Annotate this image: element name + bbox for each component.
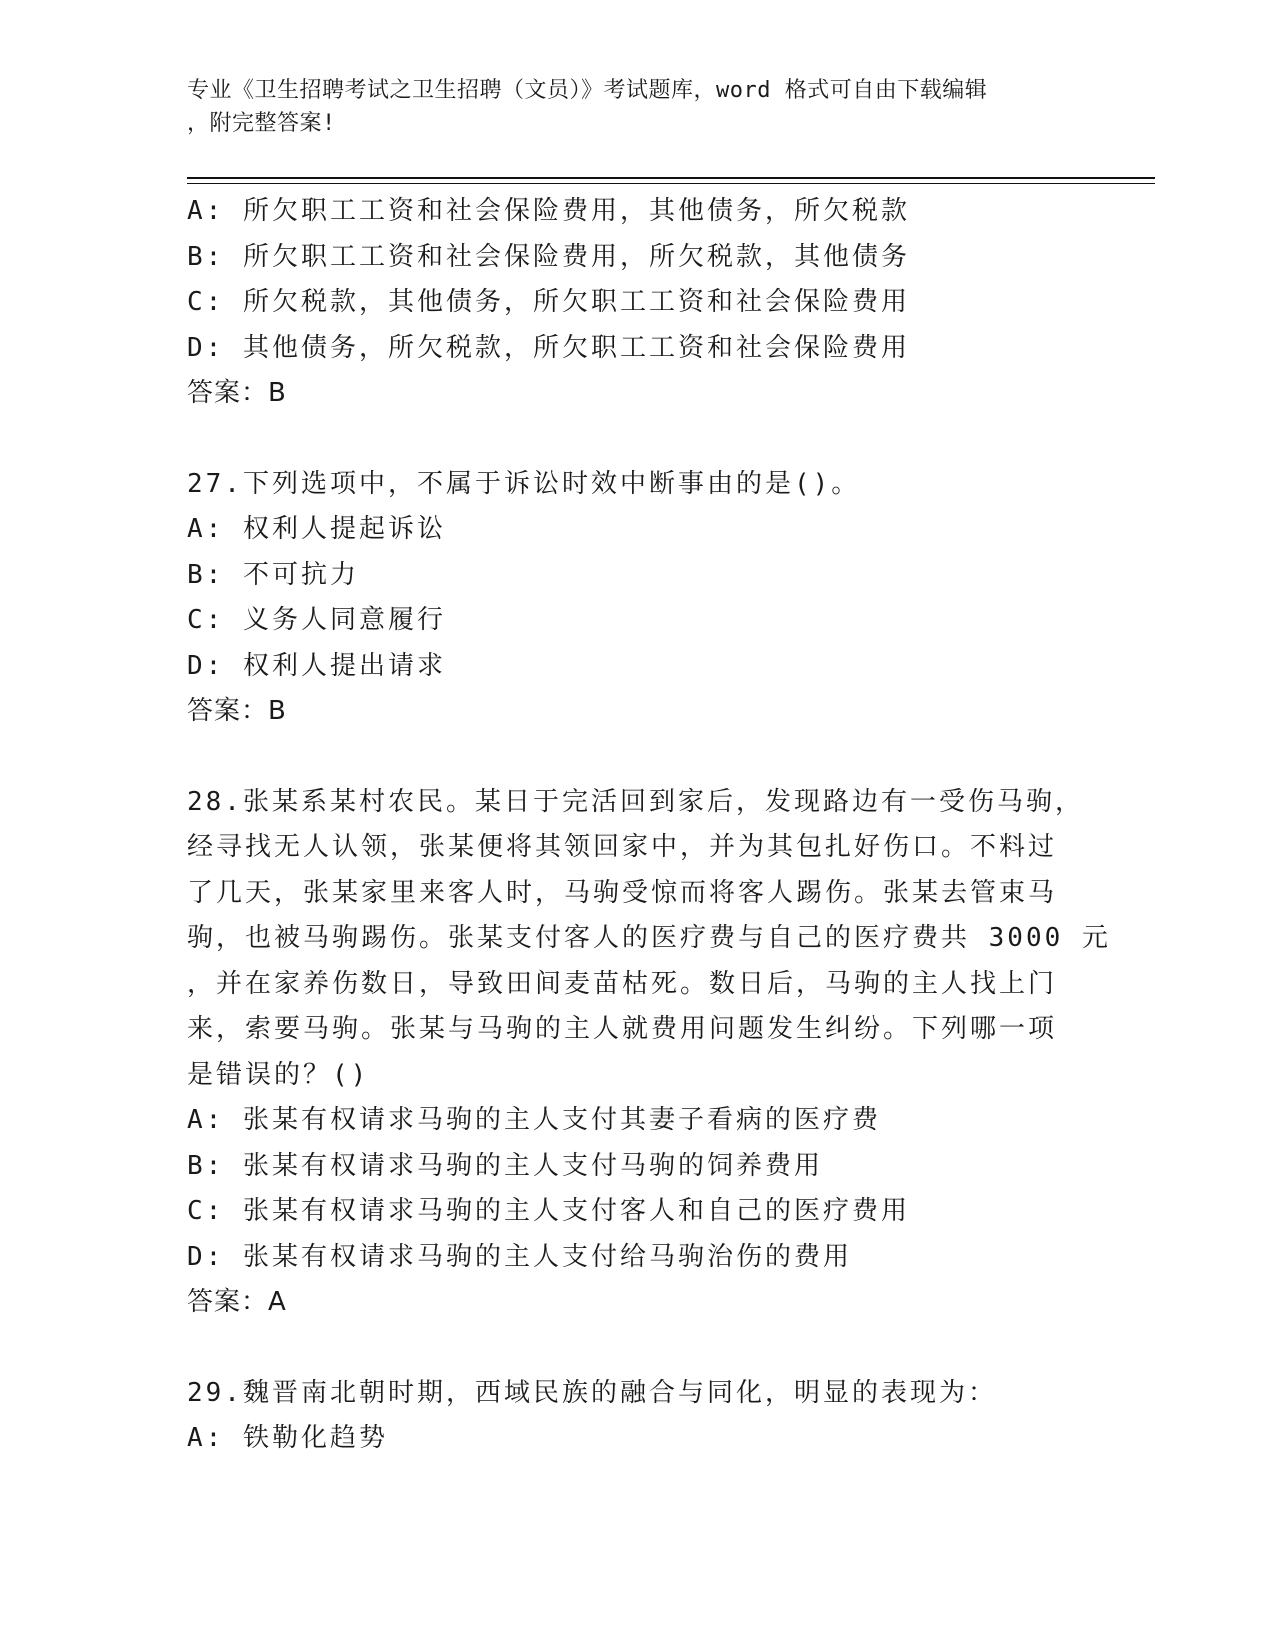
q27-stem: 27.下列选项中，不属于诉讼时效中断事由的是()。 bbox=[187, 468, 861, 499]
q27-answer: 答案：B bbox=[187, 696, 287, 726]
header-title-line-2: ，附完整答案! bbox=[187, 111, 336, 136]
q28-option-c: C: 张某有权请求马驹的主人支付客人和自己的医疗费用 bbox=[187, 1196, 910, 1226]
q28-stem-line-4: 驹，也被马驹踢伤。张某支付客人的医疗费与自己的医疗费共 3000 元 bbox=[187, 923, 1111, 953]
question-29 bbox=[187, 1371, 1087, 1462]
document-header bbox=[187, 74, 1067, 140]
q27-option-d: D: 权利人提出请求 bbox=[187, 650, 446, 681]
q28-option-b: B: 张某有权请求马驹的主人支付马驹的饲养费用 bbox=[187, 1150, 823, 1181]
q28-stem-line-3: 了几天，张某家里来客人时，马驹受惊而将客人踢伤。张某去管束马 bbox=[187, 877, 1058, 908]
q26-option-a: A: 所欠职工工资和社会保险费用，其他债务，所欠税款 bbox=[187, 196, 910, 226]
q28-stem-line-6: 来，索要马驹。张某与马驹的主人就费用问题发生纠纷。下列哪一项 bbox=[187, 1014, 1058, 1044]
question-27 bbox=[187, 462, 1087, 735]
q26-option-b: B: 所欠职工工资和社会保险费用，所欠税款，其他债务 bbox=[187, 241, 910, 272]
spacer bbox=[187, 1326, 1087, 1371]
spacer bbox=[187, 735, 1087, 780]
q26-option-c: C: 所欠税款，其他债务，所欠职工工资和社会保险费用 bbox=[187, 287, 910, 317]
question-28 bbox=[187, 780, 1111, 1326]
q27-option-b: B: 不可抗力 bbox=[187, 559, 359, 590]
q28-stem-line-5: ，并在家养伤数日，导致田间麦苗枯死。数日后，马驹的主人找上门 bbox=[187, 968, 1058, 999]
q27-option-a: A: 权利人提起诉讼 bbox=[187, 514, 446, 544]
q28-answer: 答案：A bbox=[187, 1287, 287, 1317]
q27-option-c: C: 义务人同意履行 bbox=[187, 605, 446, 635]
q28-stem-line-7: 是错误的？() bbox=[187, 1059, 370, 1090]
question-26-options bbox=[187, 189, 1087, 417]
header-rule-thin bbox=[187, 183, 1155, 184]
header-rule-thick bbox=[187, 177, 1155, 179]
q28-option-a: A: 张某有权请求马驹的主人支付其妻子看病的医疗费 bbox=[187, 1105, 881, 1135]
q28-stem-line-2: 经寻找无人认领，张某便将其领回家中，并为其包扎好伤口。不料过 bbox=[187, 832, 1058, 862]
q28-stem-line-1: 28.张某系某村农民。某日于完活回到家后，发现路边有一受伤马驹， bbox=[187, 786, 1084, 817]
q29-option-a: A: 铁勒化趋势 bbox=[187, 1423, 388, 1453]
q28-option-d: D: 张某有权请求马驹的主人支付给马驹治伤的费用 bbox=[187, 1241, 852, 1272]
question-content bbox=[187, 189, 1111, 1462]
q26-option-d: D: 其他债务，所欠税款，所欠职工工资和社会保险费用 bbox=[187, 332, 910, 363]
q29-stem: 29.魏晋南北朝时期，西域民族的融合与同化，明显的表现为： bbox=[187, 1377, 997, 1408]
header-title-line-1: 专业《卫生招聘考试之卫生招聘（文员）》考试题库，word 格式可自由下载编辑 bbox=[187, 78, 988, 103]
spacer bbox=[187, 417, 1087, 462]
q26-answer: 答案：B bbox=[187, 378, 287, 408]
